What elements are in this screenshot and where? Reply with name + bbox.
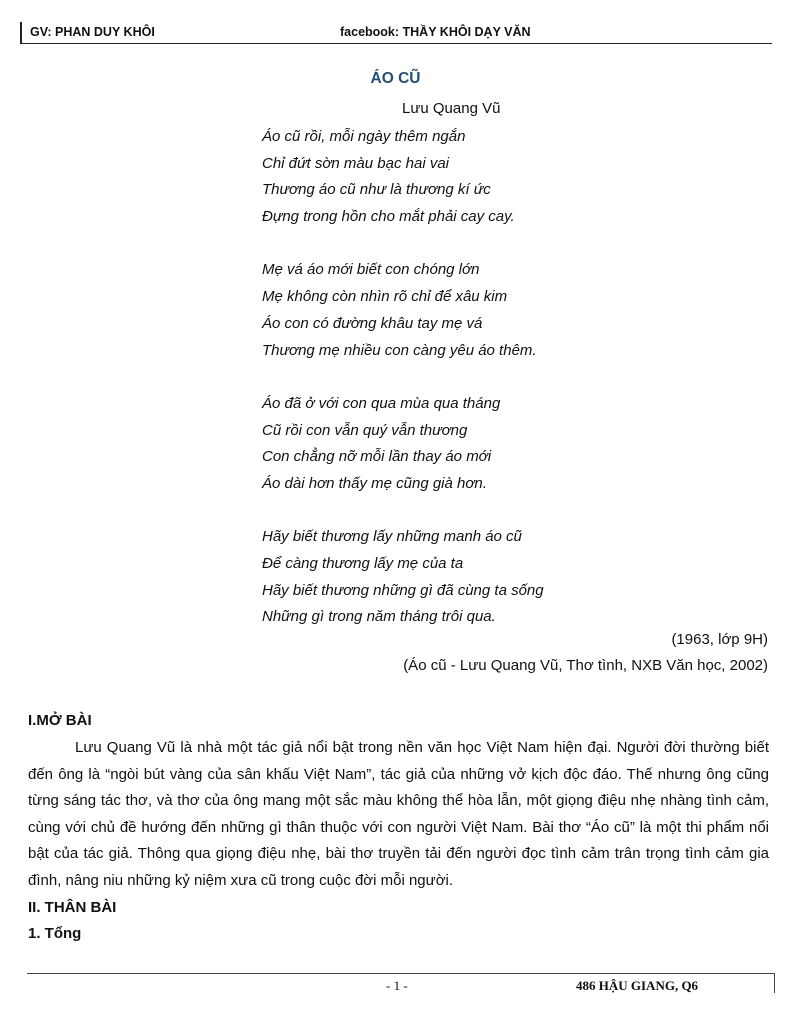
footer-rule-tick — [774, 973, 775, 993]
footer-address: 486 HẬU GIANG, Q6 — [576, 978, 699, 993]
poem-title: ÁO CŨ — [370, 70, 421, 87]
poem-line: Thương mẹ nhiều con càng yêu áo thêm. — [262, 341, 537, 359]
intro-heading: I.MỞ BÀI — [28, 712, 92, 729]
poem-line: Áo con có đường khâu tay mẹ vá — [262, 314, 483, 332]
poem-line: Áo cũ rồi, mỗi ngày thêm ngắn — [262, 128, 466, 145]
stanza-gap — [262, 231, 544, 258]
poem-body — [262, 124, 544, 631]
footer-rule — [27, 973, 775, 974]
poem-date-note: (1963, lớp 9H) — [671, 631, 768, 648]
sub-heading: 1. Tổng — [28, 925, 82, 942]
stanza-gap — [262, 498, 544, 525]
poem-line: Hãy biết thương những gì đã cùng ta sống — [262, 581, 544, 599]
poem-line: Mẹ không còn nhìn rõ chỉ để xâu kim — [262, 288, 508, 306]
poem-source-note: (Áo cũ - Lưu Quang Vũ, Thơ tình, NXB Văn học, 2002) — [403, 657, 768, 674]
poem-line: Chỉ đứt sờn màu bạc hai vai — [262, 154, 449, 172]
poem-line: Hãy biết thương lấy những manh áo cũ — [262, 528, 522, 546]
poem-line: Mẹ vá áo mới biết con chóng lớn — [262, 261, 480, 279]
footer-page-number: - 1 - — [386, 978, 408, 993]
page-header — [20, 22, 772, 44]
poem-line: Để càng thương lấy mẹ của ta — [262, 555, 464, 572]
poem-line: Đựng trong hồn cho mắt phải cay cay. — [262, 208, 515, 226]
poem-line: Áo dài hơn thấy mẹ cũng già hơn. — [262, 474, 487, 492]
poem-line: Thương áo cũ như là thương kí ức — [262, 181, 491, 199]
poem-line: Những gì trong năm tháng trôi qua. — [262, 608, 496, 626]
stanza-gap — [262, 364, 544, 391]
poem-line: Con chẳng nỡ mỗi lần thay áo mới — [262, 448, 492, 466]
intro-paragraph: Lưu Quang Vũ là nhà một tác giả nổi bật trong nền văn học Việt Nam hiện đại. Người đời thường biết đến ông là “ngòi bút vàng của sân khấu Việt Nam”, tác giả của những vở kịch độc đáo. Thế nhưng ông cũng từng sáng tác thơ, và thơ của ông mang một sắc màu không thể hòa lẫn, một giọng điệu nhẹ nhàng tình cảm, cùng với chủ đề hướng đến những gì thân thuộc với con người Việt Nam. Bài thơ “Áo cũ” là một thi phẩm nổi bật của tác giả. Thông qua giọng điệu nhẹ, bài thơ truyền tải đến người đọc tình cảm trân trọng tình cảm gia đình, nâng niu những kỷ niệm xưa cũ trong cuộc đời mỗi người. — [28, 739, 769, 889]
poem-line: Áo đã ở với con qua mùa qua tháng — [262, 394, 501, 412]
poem-line: Cũ rồi con vẫn quý vẫn thương — [262, 421, 468, 439]
body-heading: II. THÂN BÀI — [28, 899, 117, 916]
header-facebook: facebook: THẦY KHÔI DẠY VĂN — [340, 25, 531, 39]
header-teacher: GV: PHAN DUY KHÔI — [30, 25, 155, 39]
poem-author: Lưu Quang Vũ — [402, 100, 501, 117]
